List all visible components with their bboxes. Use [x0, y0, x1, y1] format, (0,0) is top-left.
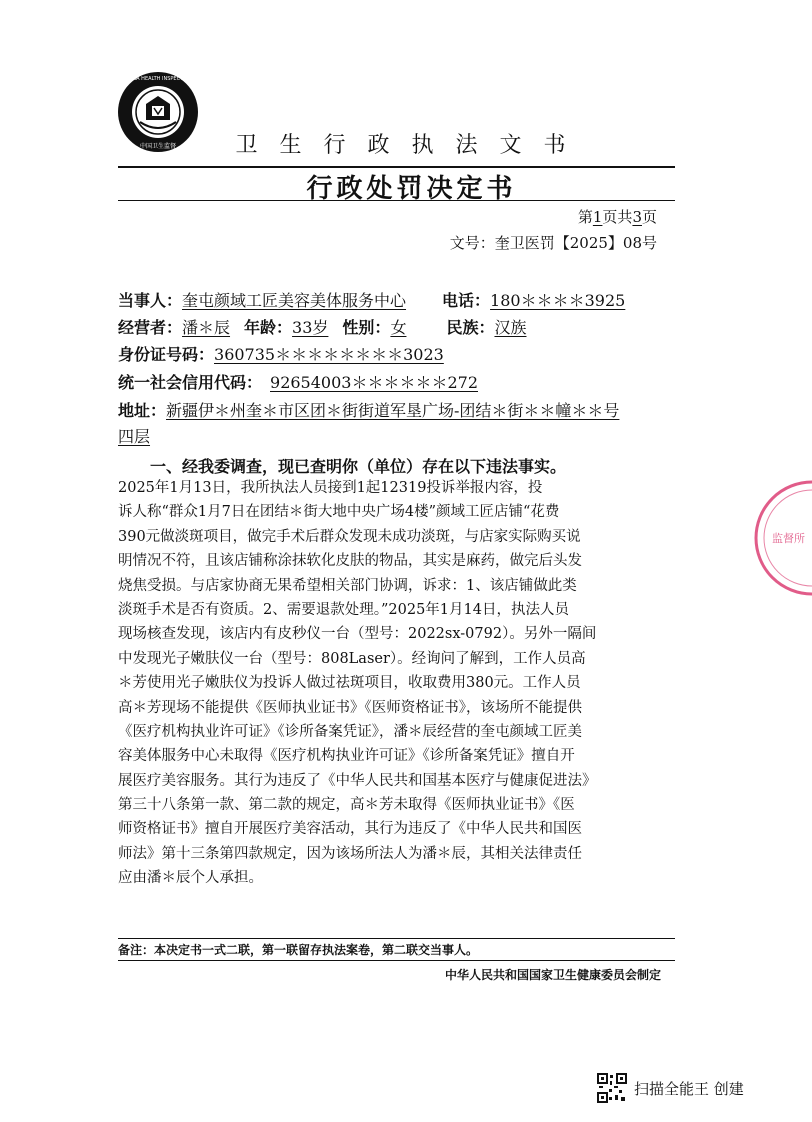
- address-label: 地址：: [118, 401, 167, 420]
- official-seal-partial: [752, 478, 812, 598]
- page-prefix: 第: [577, 208, 593, 226]
- body-text: [118, 476, 678, 891]
- body-line: 《医疗机构执业许可证》《诊所备案凭证》，潘＊辰经营的奎屯颜域工匠美: [118, 723, 582, 740]
- body-line: 淡斑手术是否有资质。2、需要退款处理。”2025年1月14日，执法人员: [118, 601, 569, 618]
- body-line: 容美体服务中心未取得《医疗机构执业许可证》《诊所备案凭证》擅自开: [118, 748, 575, 765]
- page-middle: 页共: [602, 208, 633, 226]
- party-value: 奎屯颜域工匠美容美体服务中心: [182, 291, 407, 310]
- operator-value: 潘＊辰: [182, 318, 231, 337]
- id-line: [118, 342, 444, 365]
- document-number: 文号：奎卫医罚【2025】08号: [449, 234, 657, 252]
- footer-rule: [118, 938, 675, 939]
- body-line: 中发现光子嫩肤仪一台（型号：808Laser）。经询问了解到，工作人员高: [118, 650, 586, 667]
- document-title: 行政处罚决定书: [306, 174, 517, 204]
- gender-label: 性别：: [342, 318, 391, 337]
- body-line: 现场核查发现，该店内有皮秒仪一台（型号：2022sx-0792）。另外一隔间: [118, 626, 597, 643]
- address-value: 新疆伊＊州奎＊市区团＊街街道军垦广场-团结＊街＊＊幢＊＊号: [166, 401, 620, 420]
- ethnicity-label: 民族：: [446, 318, 495, 337]
- footer-rule-2: [118, 960, 675, 961]
- credit-code-line: [118, 370, 478, 393]
- section-heading: 一、经我委调查，现已查明你（单位）存在以下违法事实。: [150, 457, 567, 476]
- phone-value: 180＊＊＊＊3925: [490, 291, 626, 310]
- body-line: 2025年1月13日，我所执法人员接到1起12319投诉举报内容，投: [118, 480, 543, 496]
- page-current: 1: [592, 208, 603, 226]
- body-line: 高＊芳现场不能提供《医师执业证书》《医师资格证书》，该场所不能提供: [118, 699, 582, 716]
- seal-text: 监督所: [772, 532, 805, 545]
- age-value: 33岁: [292, 318, 329, 337]
- party-label: 当事人：: [118, 291, 183, 310]
- body-line: 烧焦受损。与店家协商无果希望相关部门协调，诉求：1、该店铺做此类: [118, 577, 577, 594]
- body-line: 390元做淡斑项目，做完手术后群众发现未成功淡斑，与店家实际购买说: [118, 528, 581, 545]
- qr-code-icon: [597, 1073, 627, 1103]
- body-line: 师资格证书》擅自开展医疗美容活动，其行为违反了《中华人民共和国医: [118, 821, 582, 838]
- body-line: 明情况不符，且该店铺称涂抹软化皮肤的物品，其实是麻药，做完后头发: [118, 553, 582, 570]
- scanner-watermark: 扫描全能王 创建: [634, 1080, 744, 1098]
- body-line: 诉人称“群众1月7日在团结＊街大地中央广场4楼”颜域工匠店铺“花费: [118, 504, 560, 521]
- body-line: 应由潘＊辰个人承担。: [118, 870, 263, 887]
- issuer-note: 中华人民共和国国家卫生健康委员会制定: [444, 968, 661, 982]
- remark-note: 备注：本决定书一式二联，第一联留存执法案卷，第二联交当事人。: [118, 943, 479, 957]
- phone-label: 电话：: [442, 291, 491, 310]
- body-line: 第三十八条第一款、第二款的规定，高＊芳未取得《医师执业证书》《医: [118, 797, 575, 814]
- credit-code-label: 统一社会信用代码：: [118, 373, 263, 392]
- page-suffix: 页: [641, 208, 657, 226]
- operator-label: 经营者：: [118, 318, 183, 337]
- body-line: 展医疗美容服务。其行为违反了《中华人民共和国基本医疗与健康促进法》: [118, 772, 597, 789]
- body-line: ＊芳使用光子嫩肤仪为投诉人做过祛斑项目，收取费用380元。工作人员: [118, 675, 581, 692]
- ethnicity-value: 汉族: [494, 318, 527, 337]
- gender-value: 女: [390, 318, 407, 337]
- svg-text:中国卫生监督: 中国卫生监督: [139, 143, 177, 150]
- page-total: 3: [632, 208, 642, 226]
- age-label: 年龄：: [244, 318, 293, 337]
- credit-code-value: 92654003＊＊＊＊＊＊272: [270, 373, 478, 392]
- address-line: [118, 398, 619, 421]
- party-line: [118, 288, 625, 311]
- title-rule: [118, 200, 675, 201]
- id-label: 身份证号码：: [118, 345, 215, 364]
- address-line-cont: [118, 424, 150, 447]
- address-value-cont: 四层: [118, 427, 151, 446]
- operator-line: [118, 315, 526, 338]
- body-line: 师法》第十三条第四款规定，因为该场所法人为潘＊辰，其相关法律责任: [118, 845, 582, 862]
- id-value: 360735＊＊＊＊＊＊＊＊3023: [214, 345, 444, 364]
- document-type: 卫生行政执法文书: [235, 133, 588, 158]
- page-info: [578, 206, 657, 227]
- svg-text:CHINA HEALTH INSPECTION: CHINA HEALTH INSPECTION: [123, 76, 193, 82]
